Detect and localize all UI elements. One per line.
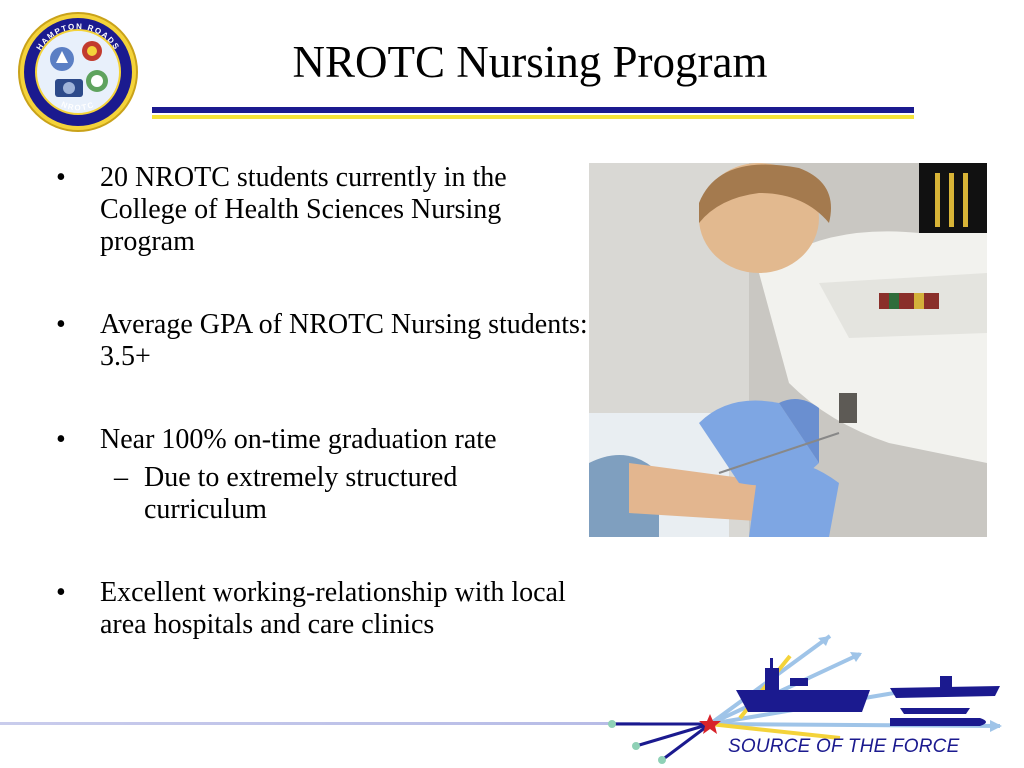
- bullet-text: Excellent working-relationship with local area hospitals and care clinics: [100, 577, 566, 640]
- bullet-text: 20 NROTC students currently in the College of Health Sciences Nursing program: [100, 162, 507, 257]
- bullet-item: [56, 309, 596, 373]
- bullet-item: [56, 577, 596, 641]
- nrotc-seal-icon: [17, 11, 139, 133]
- bullet-dot: •: [56, 309, 66, 340]
- nurse-officer-photo-icon: [589, 163, 987, 537]
- sub-bullet-item: [56, 462, 616, 526]
- svg-text:NROTC: NROTC: [59, 99, 97, 113]
- bullet-text: Near 100% on-time graduation rate: [100, 424, 497, 455]
- svg-text:HAMPTON ROADS: HAMPTON ROADS: [34, 21, 122, 53]
- bullet-dot: •: [56, 162, 66, 193]
- bullet-item: [56, 162, 596, 258]
- title-rule-navy: [152, 107, 914, 113]
- bullet-dot: •: [56, 424, 66, 455]
- slide-title: NROTC Nursing Program: [292, 37, 768, 87]
- bullet-dot: •: [56, 577, 66, 608]
- bullet-text: Average GPA of NROTC Nursing students: 3.5+: [100, 309, 588, 372]
- title-rule-gold: [152, 115, 914, 119]
- sub-bullet-text: Due to extremely structured curriculum: [144, 462, 458, 525]
- footer-divider: [0, 722, 640, 725]
- bullet-list: [56, 162, 596, 692]
- sub-bullet-dash: –: [114, 462, 128, 493]
- bullet-item: [56, 424, 616, 526]
- footer-tagline: SOURCE OF THE FORCE: [728, 736, 960, 757]
